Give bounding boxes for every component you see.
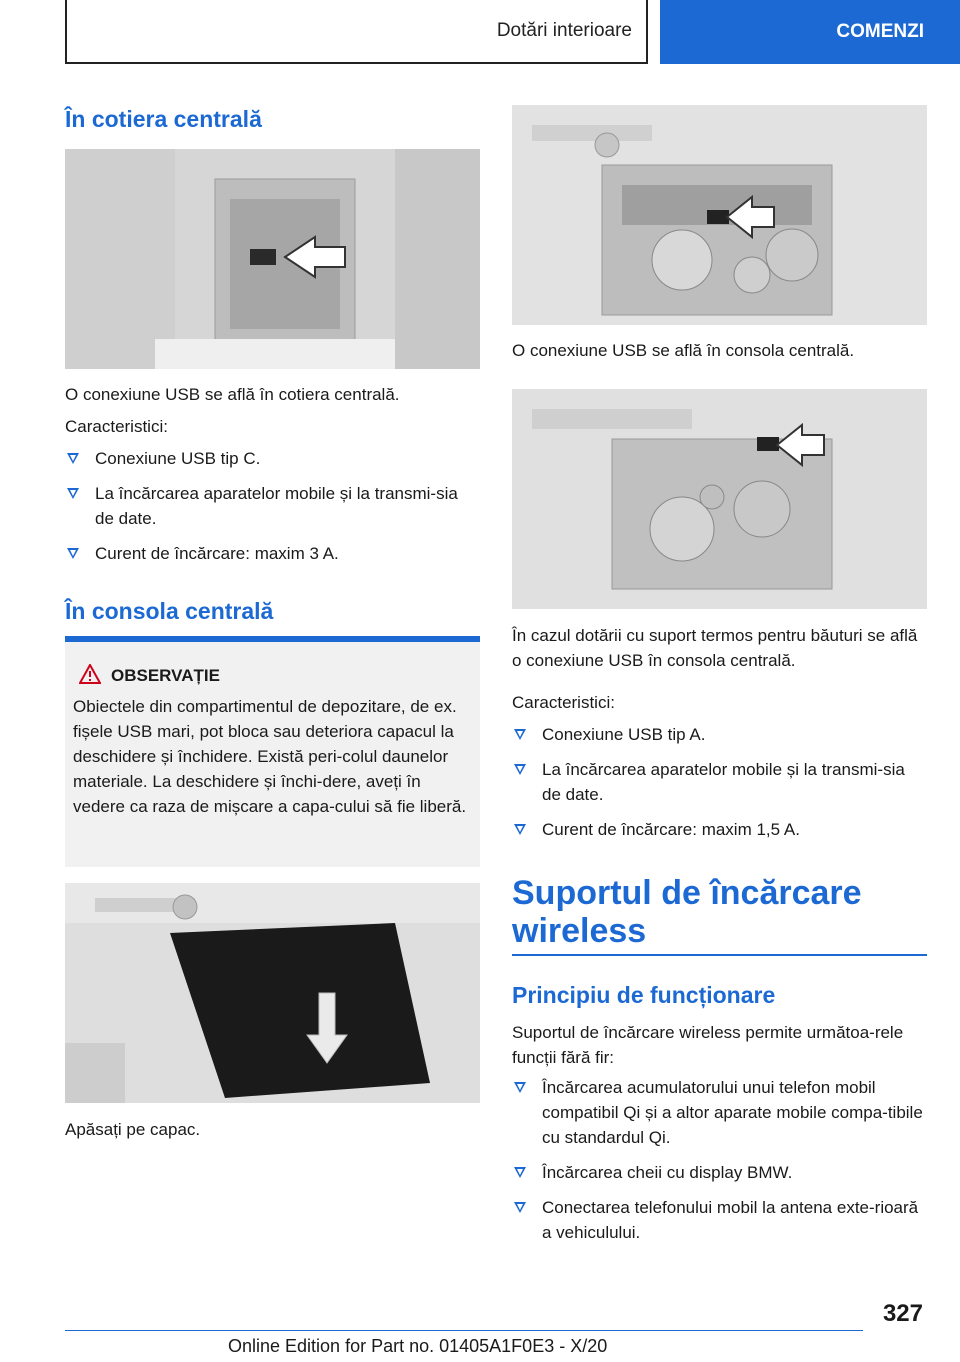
header-section-title: Dotări interioare [496, 20, 632, 41]
page-number: 327 [882, 1300, 923, 1327]
triangle-bullet-icon [514, 729, 526, 740]
notice-box [65, 642, 480, 867]
triangle-bullet-icon [514, 1167, 526, 1178]
caption-armrest: O conexiune USB se află în cotiera centrală. [65, 385, 400, 404]
triangle-bullet-icon [514, 1202, 526, 1213]
list-item: Conexiune USB tip A. [512, 722, 927, 747]
photo-armrest-usb [65, 149, 480, 369]
section-rule [512, 954, 927, 956]
list-item: La încărcarea aparatelor mobile și la transmi-sia de date. [65, 481, 480, 531]
caption-console: O conexiune USB se află în consola centrală. [512, 341, 855, 360]
caption-thermos: În cazul dotării cu suport termos pentru băuturi se află o conexiune USB în consola centrală. [512, 626, 918, 670]
triangle-bullet-icon [514, 824, 526, 835]
list-item: Conectarea telefonului mobil la antena exte-rioară a vehiculului. [512, 1195, 927, 1245]
list-item: La încărcarea aparatelor mobile și la transmi-sia de date. [512, 757, 927, 807]
heading-wireless-charging: Suportul de încărcare wireless [512, 874, 862, 950]
heading-center-console: În consola centrală [65, 598, 274, 624]
notice-title: OBSERVAȚIE [111, 666, 220, 685]
features-label-right: Caracteristici: [512, 693, 615, 712]
principle-text: Suportul de încărcare wireless permite următoa-rele funcții fără fir: [512, 1023, 904, 1067]
bullet-list-armrest [65, 446, 480, 576]
triangle-bullet-icon [67, 488, 79, 499]
notice-text: Obiectele din compartimentul de depozitare, de ex. fișele USB mari, pot bloca sau deteriora capacul la deschidere și închidere. Există peri-colul daunelor materiale. La deschidere și închi-dere, aveți în vedere ca raza de mișcare a capa-cului să fie liberă. [73, 697, 467, 816]
triangle-bullet-icon [67, 548, 79, 559]
triangle-bullet-icon [514, 764, 526, 775]
caption-press-lid: Apăsați pe capac. [65, 1120, 201, 1139]
bullet-list-wireless [512, 1075, 927, 1255]
list-item: Curent de încărcare: maxim 1,5 A. [512, 817, 927, 842]
list-item: Curent de încărcare: maxim 3 A. [65, 541, 480, 566]
header-section-tab [65, 0, 648, 64]
heading-principle: Principiu de funcționare [512, 982, 776, 1008]
footer-rule [65, 1330, 863, 1331]
list-item: Conexiune USB tip C. [65, 446, 480, 471]
photo-console-thermos [512, 389, 927, 609]
photo-press-lid [65, 883, 480, 1103]
heading-armrest: În cotiera centrală [65, 106, 262, 132]
footer-edition: Online Edition for Part no. 01405A1F0E3 - X/20 [228, 1336, 608, 1356]
header-chapter-title: COMENZI [836, 21, 924, 42]
triangle-bullet-icon [67, 453, 79, 464]
list-item: Încărcarea cheii cu display BMW. [512, 1160, 927, 1185]
features-label-left: Caracteristici: [65, 417, 168, 436]
warning-triangle-icon [79, 664, 101, 684]
bullet-list-console [512, 722, 927, 852]
list-item: Încărcarea acumulatorului unui telefon mobil compatibil Qi și a altor aparate mobile compa-tibile cu standardul Qi. [512, 1075, 927, 1150]
triangle-bullet-icon [514, 1082, 526, 1093]
header-chapter-tab [660, 0, 960, 64]
photo-console-usb [512, 105, 927, 325]
